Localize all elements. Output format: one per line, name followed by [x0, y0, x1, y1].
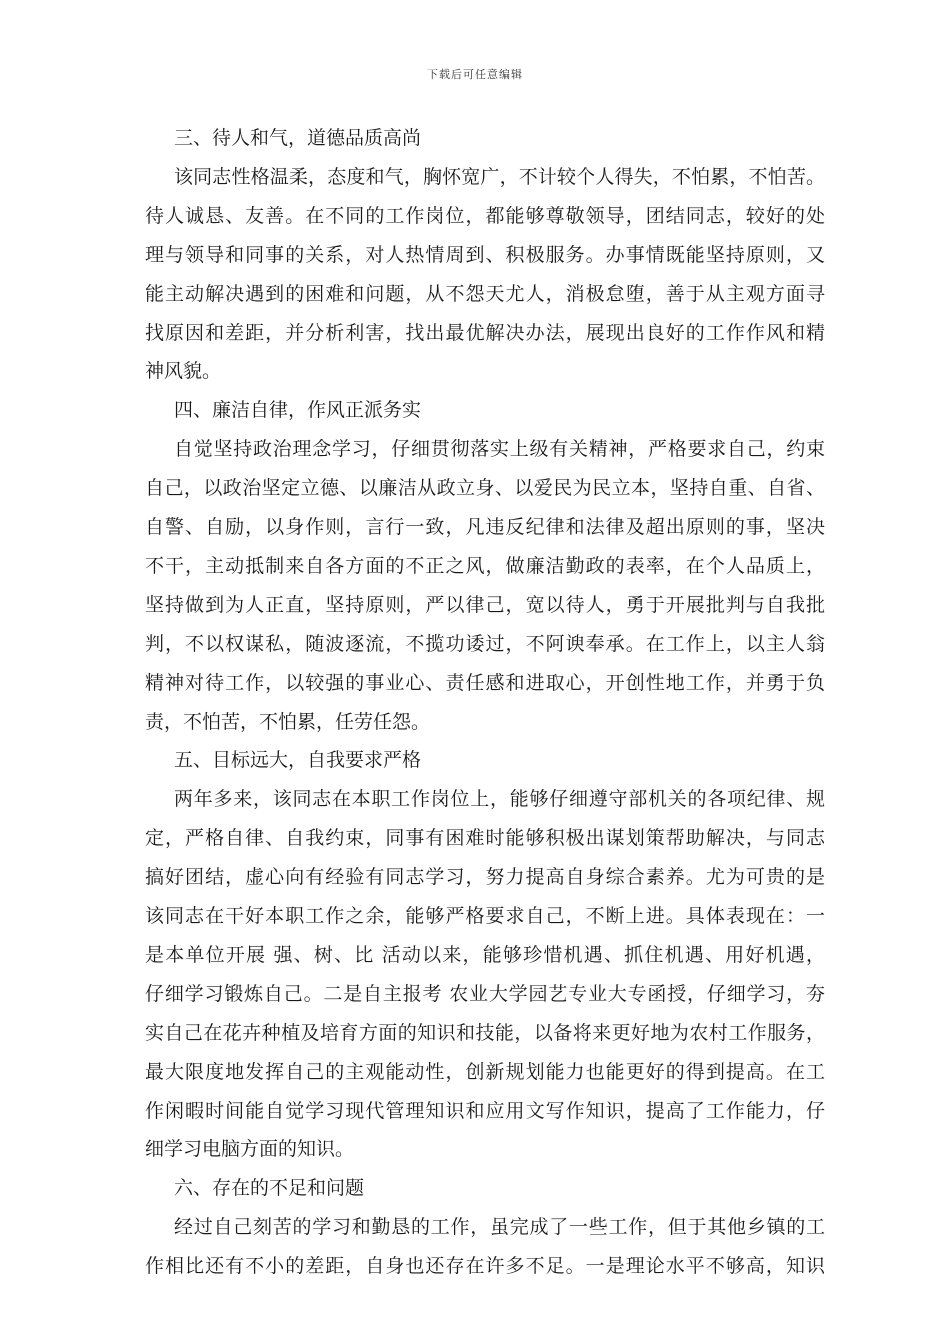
text-line: 判，不以权谋私，随波逐流，不揽功诿过，不阿谀奉承。在工作上，以主人翁: [145, 632, 825, 655]
text-line: 五、目标远大，自我要求严格: [174, 749, 422, 772]
text-line: 该同志性格温柔，态度和气，胸怀宽广，不计较个人得失，不怕累，不怕苦。: [174, 165, 825, 188]
text-line: 经过自己刻苦的学习和勤恳的工作，虽完成了一些工作，但于其他乡镇的工: [174, 1216, 825, 1239]
text-line: 自己，以政治坚定立德、以廉洁从政立身、以爱民为民立本，坚持自重、自省、: [145, 477, 825, 500]
text-line: 三、待人和气，道德品质高尚: [174, 127, 422, 149]
text-line: 搞好团结，虚心向有经验有同志学习，努力提高自身综合素养。尤为可贵的是: [145, 866, 825, 889]
text-line: 能主动解决遇到的困难和问题，从不怨天尤人，消极怠堕，善于从主观方面寻: [145, 282, 825, 305]
text-line: 作闲暇时间能自觉学习现代管理知识和应用文写作知识，提高了工作能力，仔: [145, 1099, 825, 1122]
text-line: 该同志在干好本职工作之余，能够严格要求自己，不断上进。具体表现在：一: [145, 905, 825, 927]
header-note: 下载后可任意编辑: [427, 68, 523, 81]
text-line: 找原因和差距，并分析利害，找出最优解决办法，展现出良好的工作作风和精: [145, 321, 825, 344]
text-line: 精神对待工作，以较强的事业心、责任感和进取心，开创性地工作，并勇于负: [145, 671, 825, 694]
text-line: 两年多来，该同志在本职工作岗位上，能够仔细遵守部机关的各项纪律、规: [174, 788, 825, 811]
text-line: 理与领导和同事的关系，对人热情周到、积极服务。办事情既能坚持原则，又: [145, 243, 825, 266]
text-line: 四、廉洁自律，作风正派务实: [174, 399, 422, 422]
text-line: 六、存在的不足和问题: [174, 1177, 365, 1200]
text-line: 细学习电脑方面的知识。: [145, 1138, 355, 1161]
text-line: 不干，主动抵制来自各方面的不正之风，做廉洁勤政的表率，在个人品质上，: [145, 554, 825, 577]
text-line: 自警、自励，以身作则，言行一致，凡违反纪律和法律及超出原则的事，坚决: [145, 516, 825, 538]
text-line: 自觉坚持政治理念学习，仔细贯彻落实上级有关精神，严格要求自己，约束: [174, 438, 825, 461]
text-line: 待人诚恳、友善。在不同的工作岗位，都能够尊敬领导，团结同志，较好的处: [145, 204, 825, 227]
text-line: 定，严格自律、自我约束，同事有困难时能够积极出谋划策帮助解决，与同志: [145, 827, 825, 850]
text-line: 是本单位开展 强、树、比 活动以来，能够珍惜机遇、抓住机遇、用好机遇，: [145, 943, 825, 966]
text-line: 神风貌。: [145, 360, 222, 383]
text-line: 责，不怕苦，不怕累，任劳任怨。: [145, 710, 431, 733]
text-line: 坚持做到为人正直，坚持原则，严以律己，宽以待人，勇于开展批判与自我批: [145, 593, 825, 616]
text-line: 仔细学习锻炼自己。二是自主报考 农业大学园艺专业大专函授，仔细学习，夯: [145, 982, 825, 1005]
text-line: 最大限度地发挥自己的主观能动性，创新规划能力也能更好的得到提高。在工: [145, 1060, 825, 1083]
text-line: 作相比还有不小的差距，自身也还存在许多不足。一是理论水平不够高，知识: [145, 1255, 825, 1278]
text-line: 实自己在花卉种植及培育方面的知识和技能，以备将来更好地为农村工作服务，: [145, 1021, 825, 1044]
